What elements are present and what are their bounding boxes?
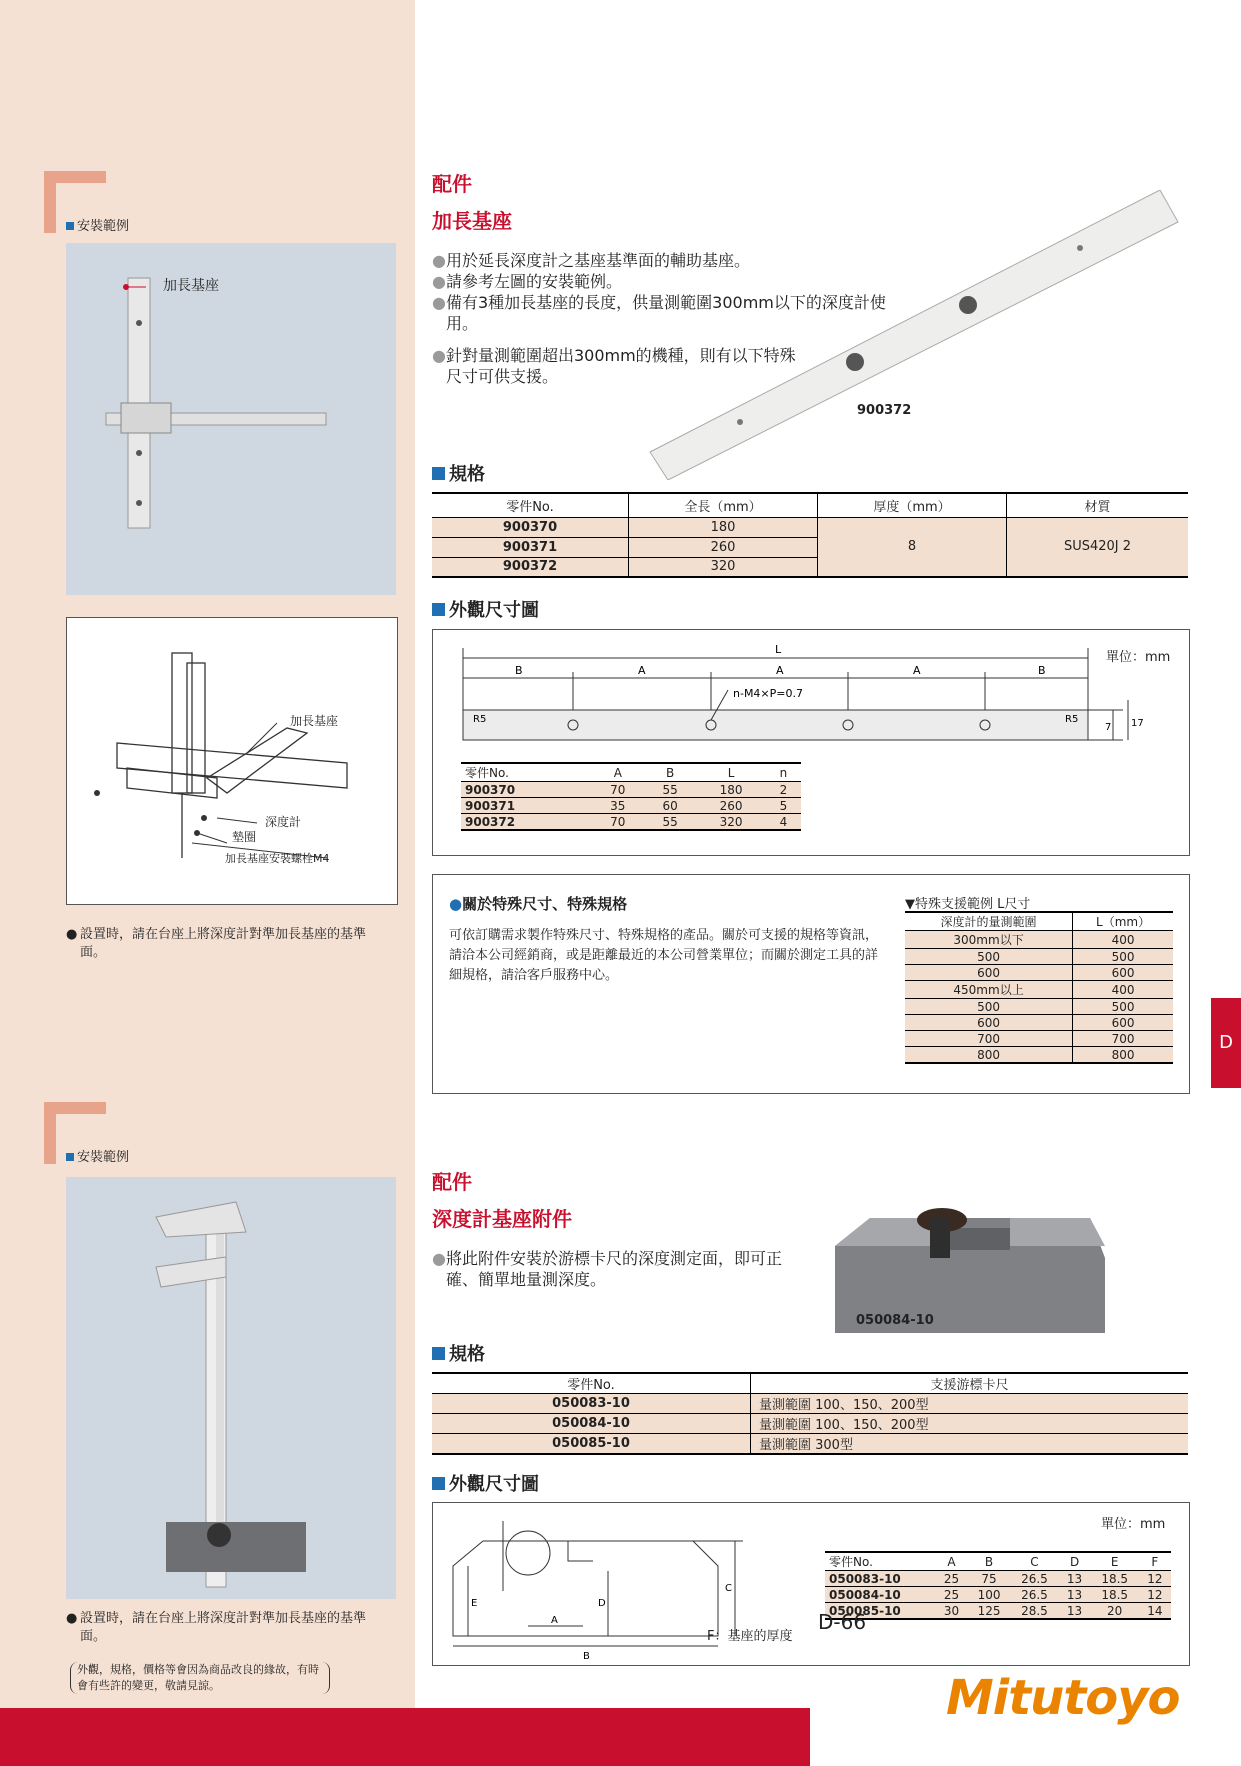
dim-B-label: B: [583, 1651, 590, 1661]
disclaimer: 外觀，規格，價格等會因為商品改良的緣故，有時會有些許的變更，敬請見諒。: [70, 1662, 330, 1694]
bullet-item: ● 備有3種加長基座的長度，供量測範圍300mm以下的深度計使用。: [432, 293, 886, 333]
col-header: E: [1091, 1552, 1139, 1571]
height-dim-label: 17: [1131, 718, 1144, 729]
special-text: 可依訂購需求製作特殊尺寸、特殊規格的產品。關於可支援的規格等資訊，請洽本公司經銷商，或是距離最近的本公司營業單位；而關於測定工具的詳細規格，請洽客戶服務中心。: [449, 928, 879, 983]
table-row: 300mm以下 400: [905, 931, 1173, 949]
section2-title: 深度計基座附件: [432, 1207, 572, 1231]
photo-caption-900372: 900372: [857, 403, 912, 418]
length: 320: [629, 557, 818, 577]
col-header: L（mm）: [1073, 912, 1173, 931]
brand-logo: Mitutoyo: [946, 1670, 1180, 1726]
special-info-frame: [432, 874, 1190, 1094]
dim-E-label: E: [471, 1598, 478, 1609]
install-note-1: ● 設置時，請在台座上將深度計對準加長基座的基準面。: [66, 926, 386, 962]
dim-table-2: [825, 1551, 1171, 1620]
ext-base-callout: 加長基座: [163, 278, 219, 294]
table-row: 050084-10 量測範圍 100、150、200型: [432, 1414, 1188, 1434]
footer-red-bar: [0, 1708, 810, 1766]
table-row: 500 500: [905, 999, 1173, 1015]
dim-heading-2: 外觀尺寸圖: [432, 1470, 539, 1496]
radius-label: R5: [1065, 714, 1079, 725]
dim-drawing-frame-2: [432, 1502, 1190, 1666]
bullet-item: ● 針對量測範圍超出300mm的機種，則有以下特殊尺寸可供支援。: [432, 346, 796, 386]
dim-A-label: A: [638, 664, 646, 677]
page-number: D-66: [818, 1610, 867, 1634]
table-row: 900371 35 60 260 5: [461, 798, 801, 814]
length: 260: [629, 537, 818, 557]
col-header: 零件No.: [432, 493, 629, 517]
install-note-1-text: 設置時，請在台座上將深度計對準加長基座的基準面。: [80, 927, 367, 960]
col-header: D: [1058, 1552, 1090, 1571]
material: SUS420J 2: [1007, 517, 1189, 577]
col-header: B: [968, 1552, 1011, 1571]
table-row: 500 500: [905, 949, 1173, 965]
dim-A-label: A: [913, 664, 921, 677]
table-row: 700 700: [905, 1031, 1173, 1047]
diagram-label-depth-gauge: 深度計: [265, 815, 302, 829]
bullet-item: ● 用於延長深度計之基座基準面的輔助基座。: [432, 251, 750, 270]
dim-L-label: L: [775, 643, 782, 656]
thickness-dim-label: 7: [1105, 722, 1112, 733]
special-table-title: ▼特殊支援範例 L尺寸: [905, 897, 1031, 912]
col-header: F: [1139, 1552, 1171, 1571]
table-row: 600 600: [905, 965, 1173, 981]
length: 180: [629, 517, 818, 537]
diagram-label-ext-base: 加長基座: [290, 714, 339, 728]
bullet-item: ● 將此附件安裝於游標卡尺的深度測定面，即可正確、簡單地量測深度。: [432, 1249, 782, 1289]
section1-kicker: 配件: [432, 172, 472, 196]
spec-heading-2: 規格: [432, 1340, 485, 1366]
part-no: 900372: [432, 557, 629, 577]
col-header: 零件No.: [825, 1552, 935, 1571]
caliper-with-depth-base-illustration: [66, 1177, 396, 1599]
diagram-label-washer: 墊圈: [232, 830, 257, 844]
table-row: 050084-10 25 100 26.5 13 18.5 12: [825, 1587, 1171, 1603]
dim-A-label: A: [551, 1615, 558, 1626]
extension-base-photo: [640, 190, 1180, 480]
install-note-2: ● 設置時，請在台座上將深度計對準加長基座的基準面。: [66, 1610, 386, 1646]
table-row: 900372 70 55 320 4: [461, 814, 801, 831]
col-header: 零件No.: [432, 1373, 751, 1394]
thickness: 8: [818, 517, 1007, 577]
part-no: 900371: [432, 537, 629, 557]
diagram-label-screw: 加長基座安裝螺栓M4: [225, 852, 330, 865]
attachment-dimension-drawing: [443, 1511, 743, 1661]
hole-spec-label: n-M4×P=0.7: [733, 687, 803, 700]
dim-drawing-frame-1: [432, 629, 1190, 856]
unit-label-2: 單位：mm: [1101, 1517, 1166, 1532]
table-row: 050083-10 25 75 26.5 13 18.5 12: [825, 1571, 1171, 1587]
col-header: 支援游標卡尺: [751, 1373, 1189, 1394]
col-header: L: [696, 763, 765, 782]
dim-B-label: B: [1038, 664, 1046, 677]
install-photo-2: [66, 1177, 396, 1599]
install-photo-1: [66, 243, 396, 595]
dim-heading-1: 外觀尺寸圖: [432, 596, 539, 622]
unit-label-1: 單位：mm: [1106, 650, 1171, 665]
special-title: ●關於特殊尺寸、特殊規格: [449, 895, 628, 913]
dim-D-label: D: [598, 1598, 606, 1609]
col-header: B: [644, 763, 696, 782]
depth-gauge-with-extension-illustration: [66, 243, 396, 595]
dim-A-label: A: [776, 664, 784, 677]
special-table: [905, 911, 1173, 1064]
part-no: 900370: [432, 517, 629, 537]
table-row: 800 800: [905, 1047, 1173, 1064]
col-header: 全長（mm）: [629, 493, 818, 517]
section2-kicker: 配件: [432, 1170, 472, 1194]
photo-caption-050084-10: 050084-10: [856, 1313, 934, 1328]
dim-table-1: [461, 762, 801, 831]
spec-table-1: [432, 492, 1188, 578]
dim-C-label: C: [725, 1583, 732, 1594]
install-example-label-2: 安裝範例: [66, 1146, 129, 1165]
dim-B-label: B: [515, 664, 523, 677]
table-row: 050085-10 量測範圍 300型: [432, 1434, 1188, 1455]
install-note-2-text: 設置時，請在台座上將深度計對準加長基座的基準面。: [80, 1611, 367, 1644]
radius-label: R5: [473, 714, 487, 725]
col-header: 深度計的量測範圍: [905, 912, 1073, 931]
spec-heading-1: 規格: [432, 460, 485, 486]
spec-table-2: [432, 1372, 1188, 1455]
table-row: 050083-10 量測範圍 100、150、200型: [432, 1394, 1188, 1414]
table-row: 900370 70 55 180 2: [461, 782, 801, 798]
bullet-item: ● 請參考左圖的安裝範例。: [432, 272, 622, 291]
col-header: A: [935, 1552, 967, 1571]
section1-title: 加長基座: [432, 209, 512, 233]
f-note: F：基座的厚度: [707, 1629, 793, 1644]
side-tab-D: D: [1211, 998, 1241, 1088]
col-header: 材質: [1007, 493, 1189, 517]
col-header: C: [1010, 1552, 1058, 1571]
col-header: n: [766, 763, 801, 782]
col-header: A: [592, 763, 644, 782]
table-row: 050085-10 30 125 28.5 13 20 14: [825, 1603, 1171, 1620]
col-header: 零件No.: [461, 763, 592, 782]
table-row: 450mm以上 400: [905, 981, 1173, 999]
install-example-label-1: 安裝範例: [66, 215, 129, 234]
table-row: 600 600: [905, 1015, 1173, 1031]
col-header: 厚度（mm）: [818, 493, 1007, 517]
